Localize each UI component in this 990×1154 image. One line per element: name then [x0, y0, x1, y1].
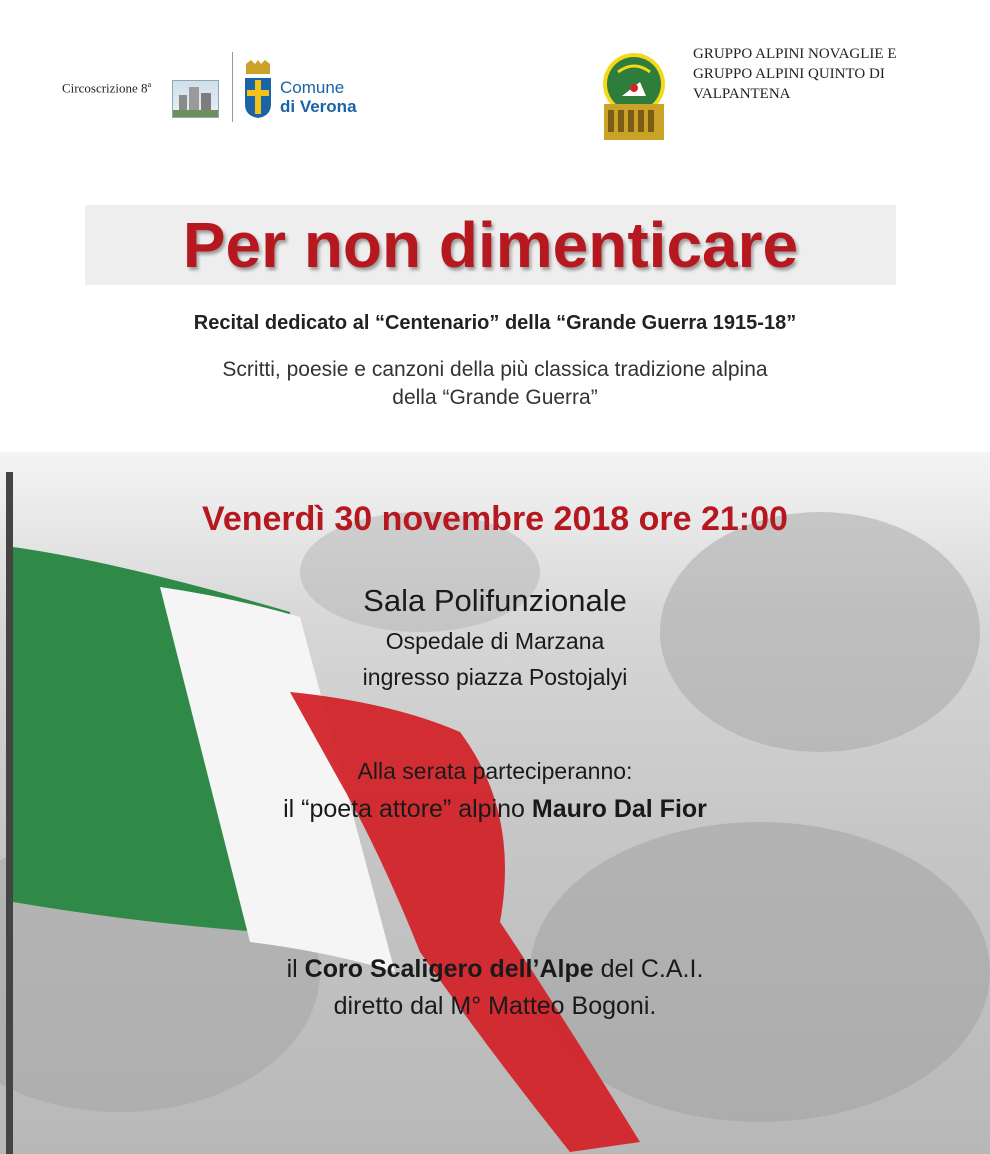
- poet-name: Mauro Dal Fior: [531, 795, 707, 823]
- choir-conductor: diretto dal M° Matteo Bogoni.: [333, 992, 657, 1020]
- participant-poet: [0, 795, 990, 824]
- description: [0, 356, 990, 412]
- participant-choir: [0, 955, 990, 984]
- circoscrizione-emblem: [172, 80, 219, 118]
- event-date: Venerdì 30 novembre 2018 ore 21:00: [202, 500, 788, 538]
- organizers-line2: GRUPPO ALPINI QUINTO DI: [693, 66, 885, 82]
- description-line1: Scritti, poesie e canzoni della più classica tradizione alpina: [222, 358, 768, 381]
- venue-hospital: Ospedale di Marzana: [385, 628, 605, 654]
- organizers-line3: VALPANTENA: [693, 86, 791, 102]
- header-divider: [232, 52, 233, 122]
- comune-line1: Comune: [280, 78, 345, 97]
- page-title: Per non dimenticare: [182, 209, 799, 281]
- header: [0, 0, 990, 200]
- poet-prefix: il “poeta attore” alpino: [283, 795, 532, 823]
- organizers-line1: GRUPPO ALPINI NOVAGLIE E: [693, 46, 897, 62]
- event-venue: Sala Polifunzionale: [363, 583, 627, 618]
- comune-di-verona: [280, 78, 357, 116]
- circoscrizione-label: Circoscrizione 8$^a$: [62, 80, 152, 96]
- ana-logo-icon: [600, 52, 668, 142]
- subtitle: Recital dedicato al “Centenario” della “Grande Guerra 1915-18”: [193, 312, 797, 334]
- choir-prefix: il: [286, 955, 305, 983]
- description-line2: della “Grande Guerra”: [392, 386, 598, 409]
- organizers-text: [693, 44, 896, 104]
- verona-crest-icon: [243, 60, 273, 118]
- choir-name: Coro Scaligero dell’Alpe: [304, 955, 594, 983]
- comune-line2: di Verona: [280, 97, 357, 116]
- participants-intro: Alla serata parteciperanno:: [357, 758, 633, 784]
- venue-entrance: ingresso piazza Postojalyi: [362, 664, 628, 690]
- choir-suffix: del C.A.I.: [593, 955, 704, 983]
